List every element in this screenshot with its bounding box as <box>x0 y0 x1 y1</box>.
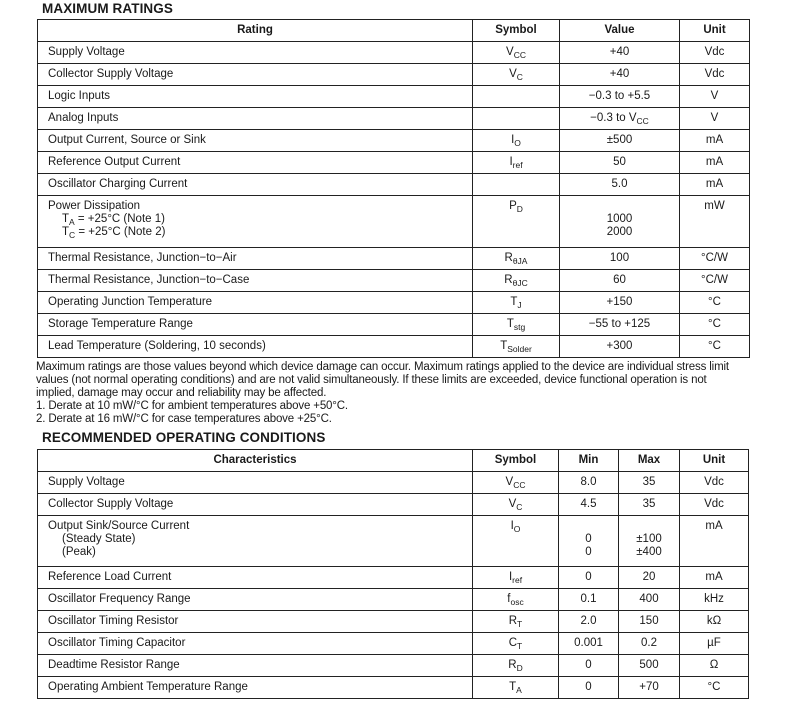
col-header-symbol: Symbol <box>473 450 559 472</box>
note-2: 2. Derate at 16 mW/°C for case temperatures above +25°C. <box>36 413 332 425</box>
unit-cell: °C <box>680 336 750 358</box>
unit-cell: V <box>680 108 750 130</box>
symbol-cell: $R_D$ <box>473 655 559 677</box>
value-cell: +150 <box>560 292 680 314</box>
unit-cell: mA <box>680 516 749 567</box>
rating-cell: Lead Temperature (Soldering, 10 seconds) <box>38 336 473 358</box>
unit-cell: Vdc <box>680 494 749 516</box>
min-cell: 0 <box>559 655 619 677</box>
table-row <box>38 472 749 494</box>
symbol-cell: $T_{Solder}$ <box>473 336 560 358</box>
unit-cell: °C <box>680 292 750 314</box>
value-cell: 100 <box>560 248 680 270</box>
value-cell: 50 <box>560 152 680 174</box>
col-header-characteristics: Characteristics <box>38 450 473 472</box>
rating-cell: Oscillator Charging Current <box>38 174 473 196</box>
symbol-cell: $V_{CC}$ <box>473 472 559 494</box>
max-cell: 20 <box>619 567 680 589</box>
symbol-cell: $P_D$ <box>473 196 560 248</box>
table-row <box>38 655 749 677</box>
table-row <box>38 174 750 196</box>
unit-cell: mA <box>680 130 750 152</box>
min-cell: 0 <box>559 567 619 589</box>
max-cell: 500 <box>619 655 680 677</box>
symbol-cell: $V_{CC}$ <box>473 42 560 64</box>
table-row <box>38 336 750 358</box>
table-header-row <box>38 20 750 42</box>
symbol-cell: $R_T$ <box>473 611 559 633</box>
characteristic-cell: Reference Load Current <box>38 567 473 589</box>
max-ratings-table <box>37 19 750 358</box>
rec-conditions-title: RECOMMENDED OPERATING CONDITIONS <box>42 430 326 445</box>
col-header-unit: Unit <box>680 20 750 42</box>
characteristic-cell: Operating Ambient Temperature Range <box>38 677 473 699</box>
symbol-cell <box>473 108 560 130</box>
table-row <box>38 196 750 248</box>
col-header-symbol: Symbol <box>473 20 560 42</box>
unit-cell: °C/W <box>680 248 750 270</box>
symbol-cell: $I_O$ <box>473 516 559 567</box>
max-cell: +70 <box>619 677 680 699</box>
rating-cell: Storage Temperature Range <box>38 314 473 336</box>
max-cell: 0.2 <box>619 633 680 655</box>
value-cell: +40 <box>560 64 680 86</box>
max-cell: 150 <box>619 611 680 633</box>
symbol-cell: $T_A$ <box>473 677 559 699</box>
table-row <box>38 64 750 86</box>
unit-cell: Vdc <box>680 64 750 86</box>
symbol-cell: $I_{ref}$ <box>473 152 560 174</box>
unit-cell: Vdc <box>680 472 749 494</box>
unit-cell: mA <box>680 567 749 589</box>
value-cell: +300 <box>560 336 680 358</box>
unit-cell: V <box>680 86 750 108</box>
unit-cell: Vdc <box>680 42 750 64</box>
value-cell: −0.3 to $V_{CC}$ <box>560 108 680 130</box>
min-cell: 4.5 <box>559 494 619 516</box>
table-row <box>38 130 750 152</box>
unit-cell: °C <box>680 677 749 699</box>
symbol-cell: $R_{\theta JA}$ <box>473 248 560 270</box>
col-header-max: Max <box>619 450 680 472</box>
table-row <box>38 589 749 611</box>
unit-cell: kHz <box>680 589 749 611</box>
table-row <box>38 611 749 633</box>
symbol-cell: $T_{stg}$ <box>473 314 560 336</box>
value-cell: ±500 <box>560 130 680 152</box>
characteristic-cell: Deadtime Resistor Range <box>38 655 473 677</box>
rating-cell: Collector Supply Voltage <box>38 64 473 86</box>
rec-conditions-table <box>37 449 749 699</box>
col-header-min: Min <box>559 450 619 472</box>
symbol-cell: $V_C$ <box>473 494 559 516</box>
unit-cell: Ω <box>680 655 749 677</box>
rating-cell: Logic Inputs <box>38 86 473 108</box>
unit-cell: °C/W <box>680 270 750 292</box>
table-row <box>38 633 749 655</box>
symbol-cell: $I_{ref}$ <box>473 567 559 589</box>
unit-cell: mA <box>680 174 750 196</box>
rating-cell: Reference Output Current <box>38 152 473 174</box>
unit-cell: mA <box>680 152 750 174</box>
rating-cell: Thermal Resistance, Junction−to−Case <box>38 270 473 292</box>
rating-cell: Output Current, Source or Sink <box>38 130 473 152</box>
symbol-cell: $C_T$ <box>473 633 559 655</box>
table-row <box>38 108 750 130</box>
table-row <box>38 270 750 292</box>
table-row <box>38 677 749 699</box>
min-cell: 0 0 <box>559 516 619 567</box>
rating-cell: Thermal Resistance, Junction−to−Air <box>38 248 473 270</box>
table-row <box>38 248 750 270</box>
col-header-value: Value <box>560 20 680 42</box>
characteristic-cell: Oscillator Timing Resistor <box>38 611 473 633</box>
unit-cell: mW <box>680 196 750 248</box>
symbol-cell: $I_O$ <box>473 130 560 152</box>
max-cell: ±100 ±400 <box>619 516 680 567</box>
value-cell: +40 <box>560 42 680 64</box>
unit-cell: °C <box>680 314 750 336</box>
col-header-rating: Rating <box>38 20 473 42</box>
note-1: 1. Derate at 10 mW/°C for ambient temperatures above +50°C. <box>36 400 348 412</box>
value-cell: 1000 2000 <box>560 196 680 248</box>
symbol-cell <box>473 174 560 196</box>
characteristic-cell: Supply Voltage <box>38 472 473 494</box>
value-cell: 60 <box>560 270 680 292</box>
max-cell: 35 <box>619 494 680 516</box>
min-cell: 0 <box>559 677 619 699</box>
min-cell: 8.0 <box>559 472 619 494</box>
min-cell: 2.0 <box>559 611 619 633</box>
rating-cell: Analog Inputs <box>38 108 473 130</box>
max-cell: 400 <box>619 589 680 611</box>
symbol-cell: $V_C$ <box>473 64 560 86</box>
value-cell: 5.0 <box>560 174 680 196</box>
symbol-cell: $f_{osc}$ <box>473 589 559 611</box>
table-row <box>38 494 749 516</box>
characteristic-cell: Output Sink/Source Current (Steady State) (Peak) <box>38 516 473 567</box>
symbol-cell <box>473 86 560 108</box>
characteristic-cell: Oscillator Timing Capacitor <box>38 633 473 655</box>
rating-cell: Operating Junction Temperature <box>38 292 473 314</box>
table-row <box>38 152 750 174</box>
table-row <box>38 42 750 64</box>
symbol-cell: $T_J$ <box>473 292 560 314</box>
table-row <box>38 516 749 567</box>
min-cell: 0.1 <box>559 589 619 611</box>
rating-cell: Power Dissipation $T_A = +25^\circ C$ (Note 1) $T_C = +25^\circ C$ (Note 2) <box>38 196 473 248</box>
value-cell: −0.3 to +5.5 <box>560 86 680 108</box>
min-cell: 0.001 <box>559 633 619 655</box>
max-cell: 35 <box>619 472 680 494</box>
max-ratings-footnote: Maximum ratings are those values beyond which device damage can occur. Maximum ratings applied to the device are individual stress limit values (not normal operating conditions) and are not valid simultaneously. If these limits are exceeded, device functional operation is not implied, damage may occur and reliability may be affected. 1. Derate at 10 mW/°C for ambient temperatures above +50°C. 2. Derate at 16 mW/°C for case temperatures above +25°C. <box>36 361 748 426</box>
unit-cell: kΩ <box>680 611 749 633</box>
rating-cell: Supply Voltage <box>38 42 473 64</box>
characteristic-cell: Collector Supply Voltage <box>38 494 473 516</box>
value-cell: −55 to +125 <box>560 314 680 336</box>
characteristic-cell: Oscillator Frequency Range <box>38 589 473 611</box>
table-row <box>38 567 749 589</box>
symbol-cell: $R_{\theta JC}$ <box>473 270 560 292</box>
table-header-row <box>38 450 749 472</box>
table-row <box>38 314 750 336</box>
table-row <box>38 86 750 108</box>
table-row <box>38 292 750 314</box>
unit-cell: µF <box>680 633 749 655</box>
col-header-unit: Unit <box>680 450 749 472</box>
max-ratings-title: MAXIMUM RATINGS <box>42 1 173 16</box>
